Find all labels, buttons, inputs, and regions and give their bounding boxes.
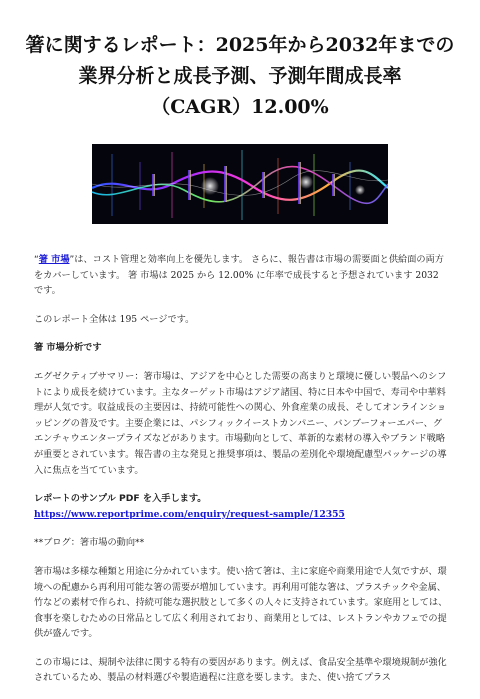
page-count: 195 (119, 313, 138, 325)
market-link[interactable]: 箸 市場 (38, 254, 70, 265)
page-count-text-1: このレポート全体は (34, 313, 120, 325)
intro-text-3: に年率で成長すると予想されています (253, 269, 416, 281)
intro-text-2: から (194, 269, 219, 281)
sample-paragraph (34, 491, 448, 522)
title-line-1: 箸に関するレポート：2025年から2032年までの (25, 34, 455, 56)
report-body (34, 252, 448, 699)
banner-image (92, 144, 388, 224)
page-count-text-2: ページです。 (137, 313, 195, 325)
page-title (20, 30, 460, 123)
intro-year-from: 2025 (170, 269, 195, 281)
sample-request-link[interactable]: https://www.reportprime.com/enquiry/request-sample/12355 (34, 508, 345, 520)
title-line-3: （CAGR）12.00% (151, 96, 329, 118)
abstract-visualization-graphic (92, 144, 388, 224)
regulation-paragraph: この市場には、規制や法律に関する特有の要因があります。例えば、食品安全基準や環境規制が強化されているため、製品の材料選びや製造過程に注意を要します。また、使い捨てプラス (34, 656, 447, 684)
page-count-paragraph (34, 312, 448, 328)
analysis-paragraph: エグゼクティブサマリー：箸市場は、アジアを中心とした需要の高まりと環境に優しい製品へのシフトにより成長を続けています。主なターゲット市場はアジア諸国、特に日本や中国で、寿司や中華料理が人気です。収益成長の主要因は、持続可能性への関心、外食産業の成長、そしてオンラインショッピングの普及です。主要企業には、パシフィックイーストカンパニー、バンブーフォーエバー、グエンチャウエンタープライズなどがあります。市場動向として、革新的な素材の導入やブランド戦略が重要とされています。報告書の主な発見と推奨事項は、製品の差別化や環境配慮型パッケージの導入に焦点を当てています。 (34, 370, 447, 476)
open-quote: “ (34, 254, 39, 265)
intro-text-1: ”は、コスト管理と効率向上を優先します。 さらに、報告書は市場の需要面と供給面の両方をカバーしています。 箸 市場は (34, 254, 444, 281)
sample-label: レポートのサンプル PDF を入手します。 (34, 493, 207, 505)
trend-paragraph: 箸市場は多様な種類と用途に分かれています。使い捨て箸は、主に家庭や商業用途で人気ですが、環境への配慮から再利用可能な箸の需要が増加しています。再利用可能な箸は、プラスチックや金属、竹などの素材で作られ、持続可能な選択肢として多くの人々に支持されています。家庭用としては、食事を楽しむための日常品として広く利用されており、商業用としては、レストランやカフェでの提供が盛んです。 (34, 565, 448, 640)
intro-text-4: です。 (34, 285, 61, 297)
analysis-heading: 箸 市場分析です (34, 342, 102, 354)
intro-year-to: 2032 (415, 269, 439, 281)
intro-paragraph (34, 252, 448, 299)
blog-label: **ブログ：箸市場の動向** (34, 537, 145, 549)
title-line-2: 業界分析と成長予測、予測年間成長率 (78, 65, 402, 87)
intro-cagr: 12.00% (218, 269, 254, 281)
